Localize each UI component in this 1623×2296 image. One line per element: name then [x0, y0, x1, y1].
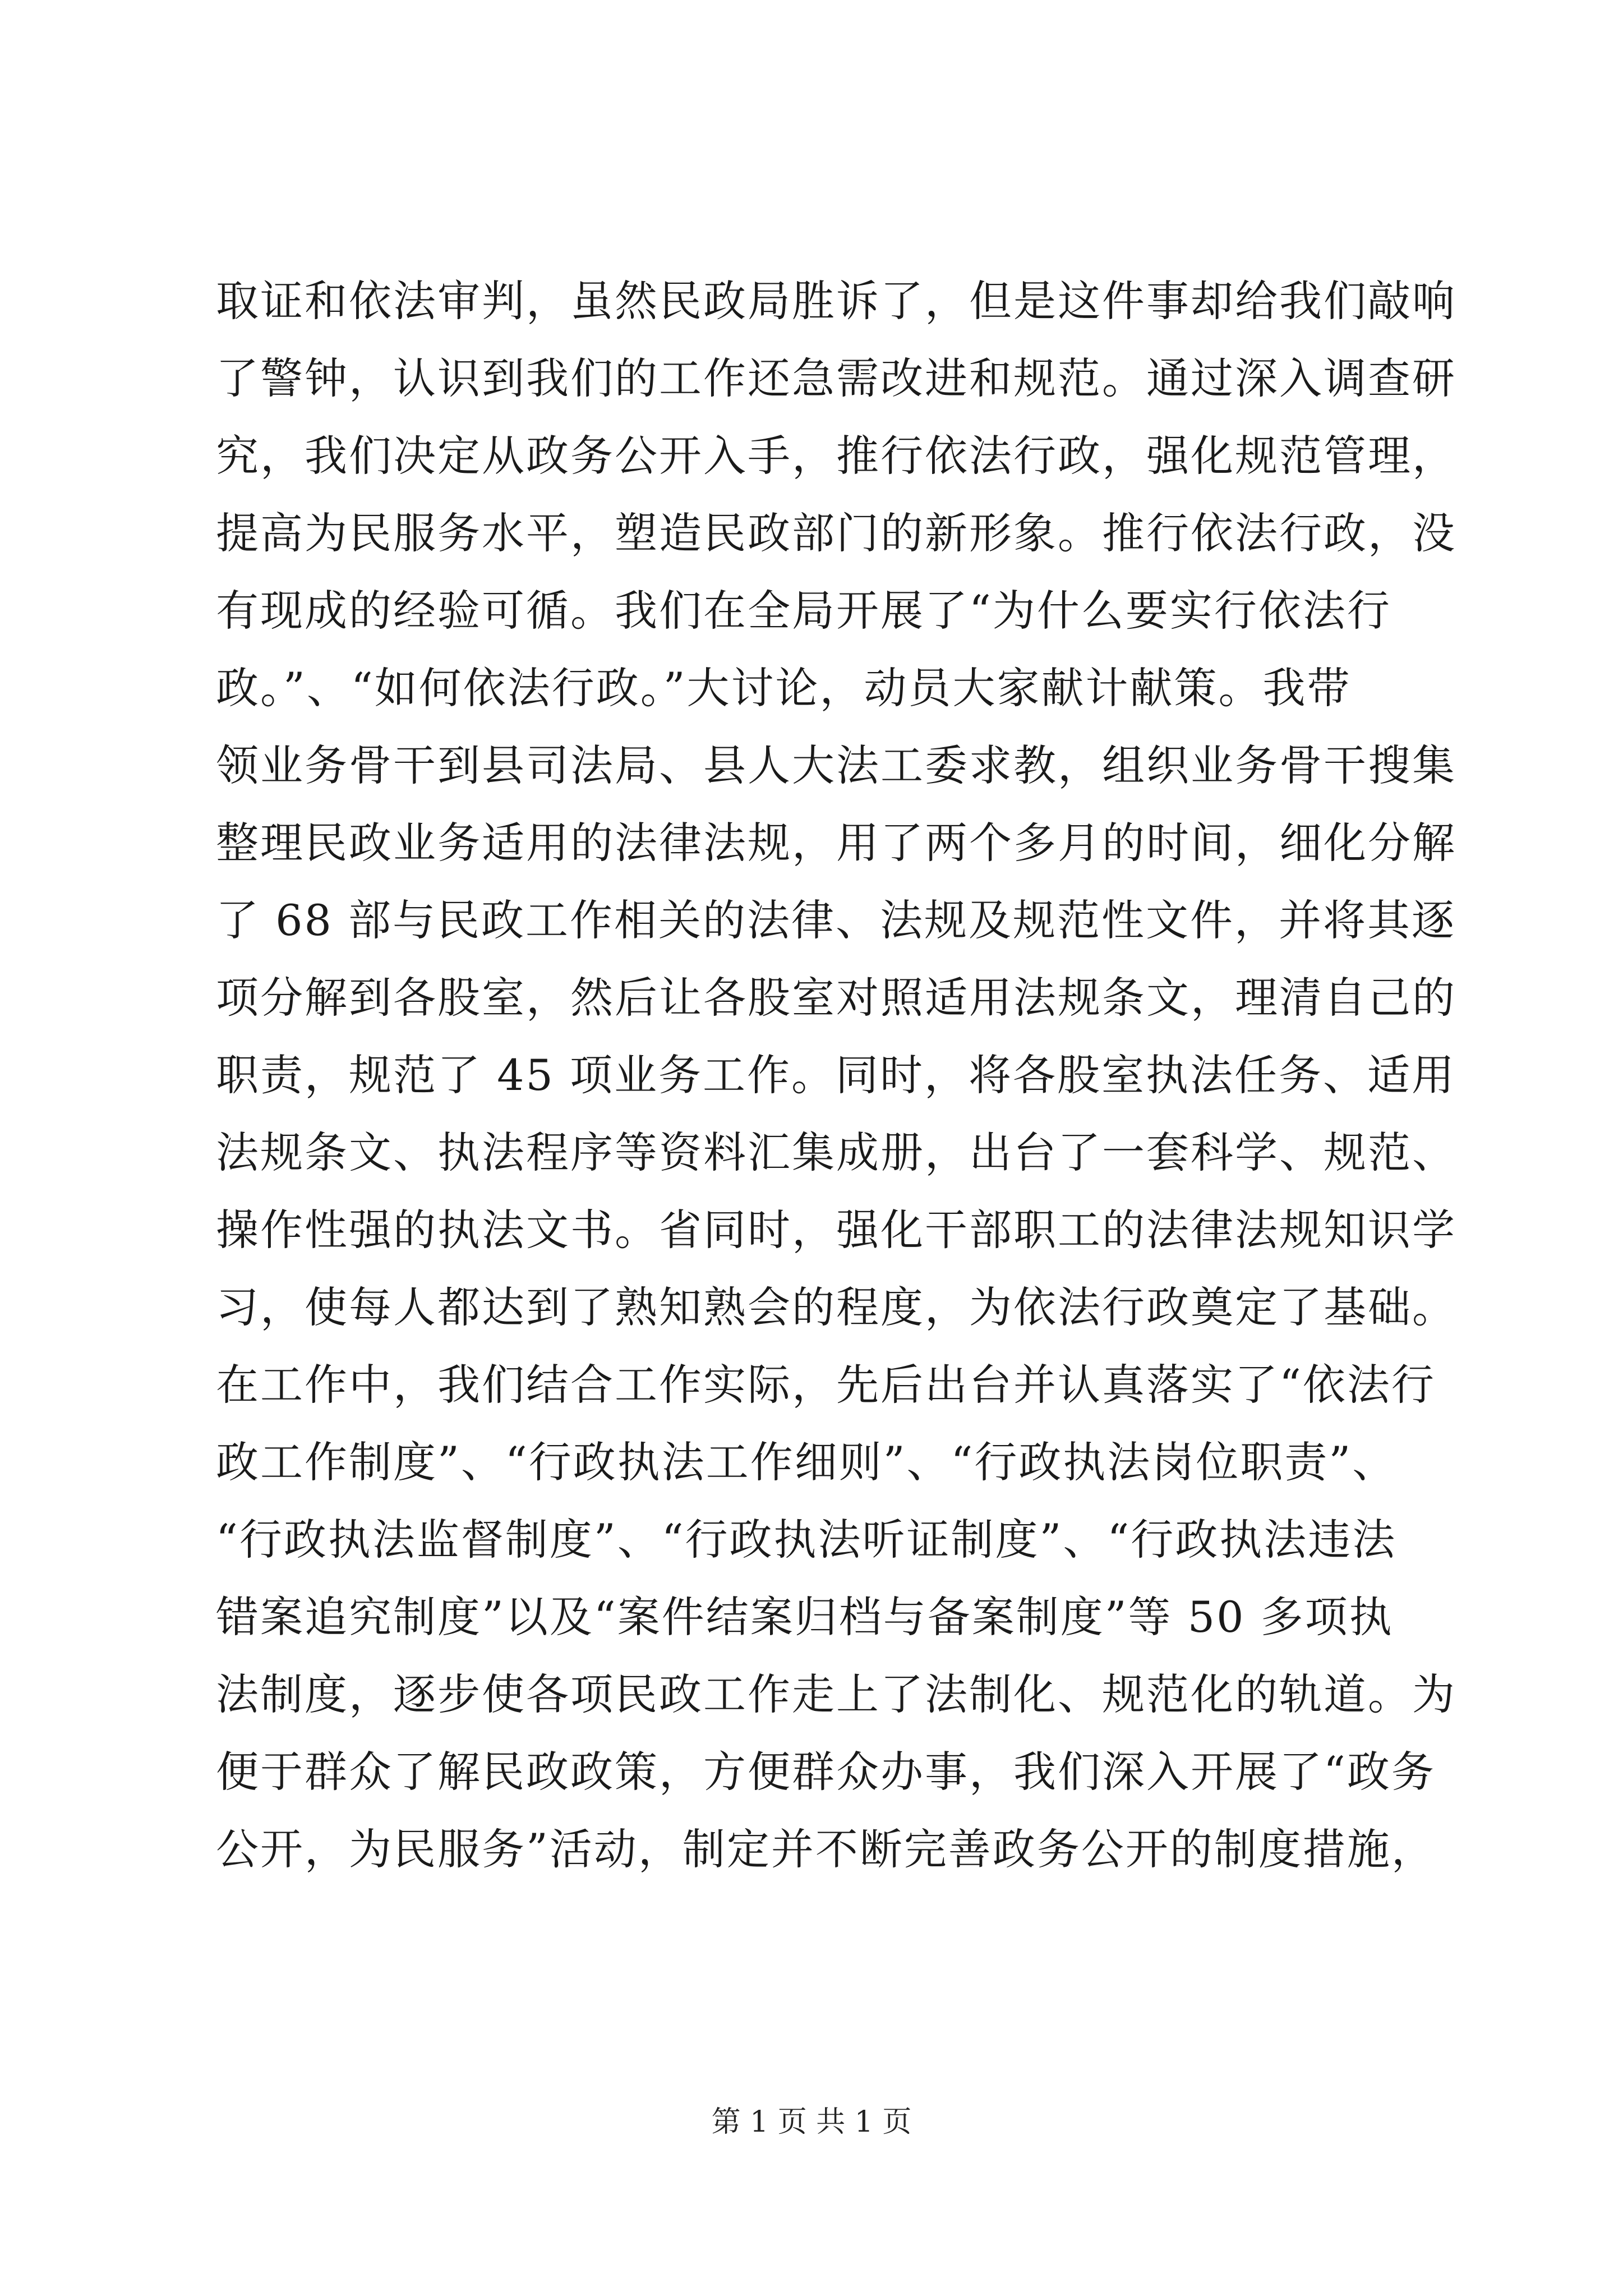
text-line: 领业务骨干到县司法局、县人大法工委求教，组织业务骨干搜集 [216, 740, 1456, 790]
text-line: 了 68 部与民政工作相关的法律、法规及规范性文件，并将其逐 [216, 895, 1456, 945]
text-line: 取证和依法审判，虽然民政局胜诉了，但是这件事却给我们敲响 [216, 276, 1456, 326]
text-line: 公开，为民服务”活动，制定并不断完善政务公开的制度措施， [216, 1824, 1436, 1874]
text-line: 职责，规范了 45 项业务工作。同时，将各股室执法任务、适用 [216, 1050, 1456, 1100]
text-line: 习，使每人都达到了熟知熟会的程度，为依法行政奠定了基础。 [216, 1282, 1456, 1332]
text-line: 错案追究制度”以及“案件结案归档与备案制度”等 50 多项执 [216, 1592, 1394, 1642]
page-footer: 第 1 页 共 1 页 [711, 2105, 912, 2139]
text-line: 政工作制度”、“行政执法工作细则”、“行政执法岗位职责”、 [216, 1437, 1397, 1487]
text-line: 有现成的经验可循。我们在全局开展了“为什么要实行依法行 [216, 586, 1391, 636]
text-line: 了警钟，认识到我们的工作还急需改进和规范。通过深入调查研 [216, 353, 1456, 403]
text-line: 便于群众了解民政政策，方便群众办事，我们深入开展了“政务 [216, 1747, 1436, 1797]
body-paragraph [216, 263, 1456, 1888]
text-line: 提高为民服务水平，塑造民政部门的新形象。推行依法行政，没 [216, 508, 1456, 558]
text-line: 究，我们决定从政务公开入手，推行依法行政，强化规范管理， [216, 431, 1456, 481]
text-line: 在工作中，我们结合工作实际，先后出台并认真落实了“依法行 [216, 1360, 1436, 1410]
text-line: 操作性强的执法文书。省同时，强化干部职工的法律法规知识学 [216, 1205, 1456, 1255]
text-line: “行政执法监督制度”、“行政执法听证制度”、“行政执法违法 [216, 1515, 1397, 1565]
text-line: 政。”、“如何依法行政。”大讨论，动员大家献计献策。我带 [216, 663, 1352, 713]
text-line: 项分解到各股室，然后让各股室对照适用法规条文，理清自己的 [216, 973, 1456, 1023]
text-line: 法制度，逐步使各项民政工作走上了法制化、规范化的轨道。为 [216, 1669, 1456, 1719]
text-line: 法规条文、执法程序等资料汇集成册，出台了一套科学、规范、 [216, 1128, 1456, 1177]
text-line: 整理民政业务适用的法律法规，用了两个多月的时间，细化分解 [216, 818, 1456, 868]
